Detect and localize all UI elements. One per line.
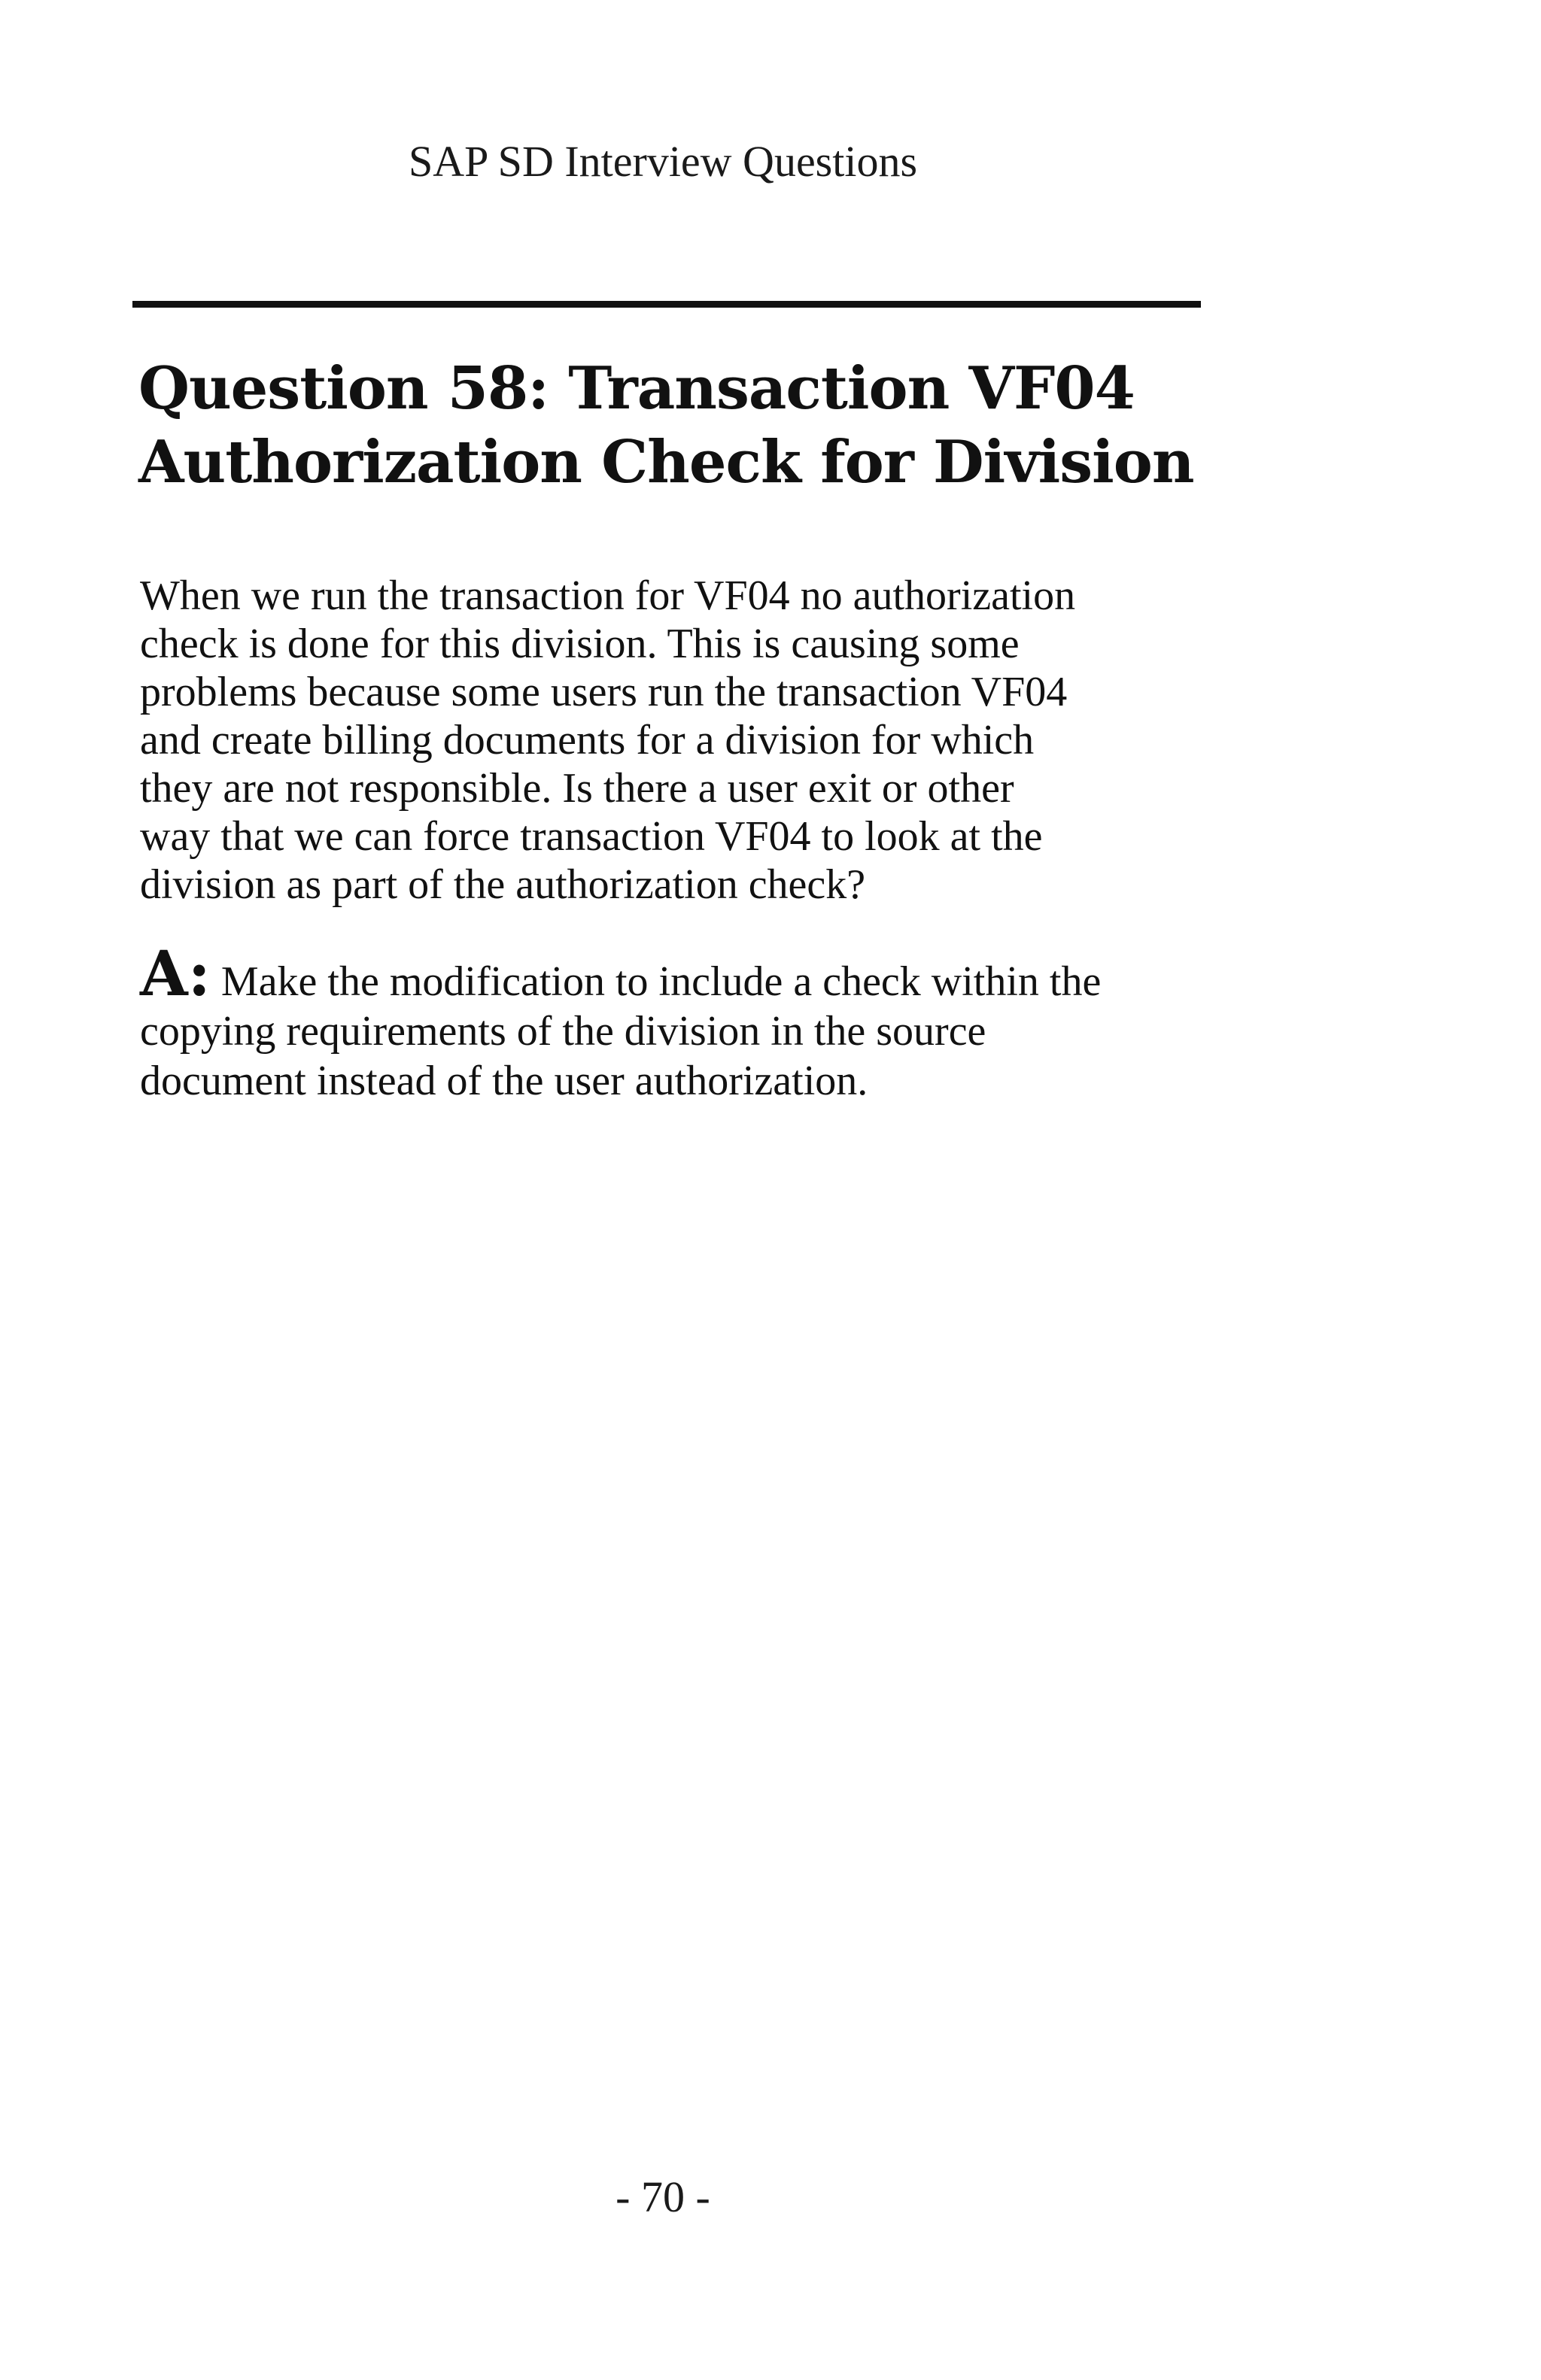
- page-number: - 70 -: [615, 2172, 710, 2221]
- question-body-line: When we run the transaction for VF04 no authorization: [140, 572, 1076, 619]
- answer-marker: A:: [140, 938, 211, 1010]
- question-title-line-2: Authorization Check for Division: [138, 428, 1194, 496]
- question-title-line-1: Question 58: Transaction VF04: [138, 354, 1135, 423]
- answer-paragraph: [140, 938, 1239, 1106]
- answer-line: document instead of the user authorization.: [140, 1058, 868, 1104]
- answer-line: copying requirements of the division in the source: [140, 1008, 986, 1055]
- question-body-line: division as part of the authorization check?: [140, 861, 866, 908]
- question-body: [140, 572, 1239, 909]
- question-body-line: and create billing documents for a division for which: [140, 717, 1035, 763]
- question-body-line: they are not responsible. Is there a user exit or other: [140, 765, 1014, 812]
- question-title: [138, 352, 1252, 499]
- answer-line: Make the modification to include a check within the: [220, 958, 1102, 1005]
- question-body-line: problems because some users run the transaction VF04: [140, 669, 1068, 715]
- question-body-line: way that we can force transaction VF04 to look at the: [140, 813, 1043, 860]
- running-header-title: SAP SD Interview Questions: [408, 137, 918, 186]
- header-divider: [132, 301, 1201, 308]
- question-body-line: check is done for this division. This is causing some: [140, 621, 1020, 667]
